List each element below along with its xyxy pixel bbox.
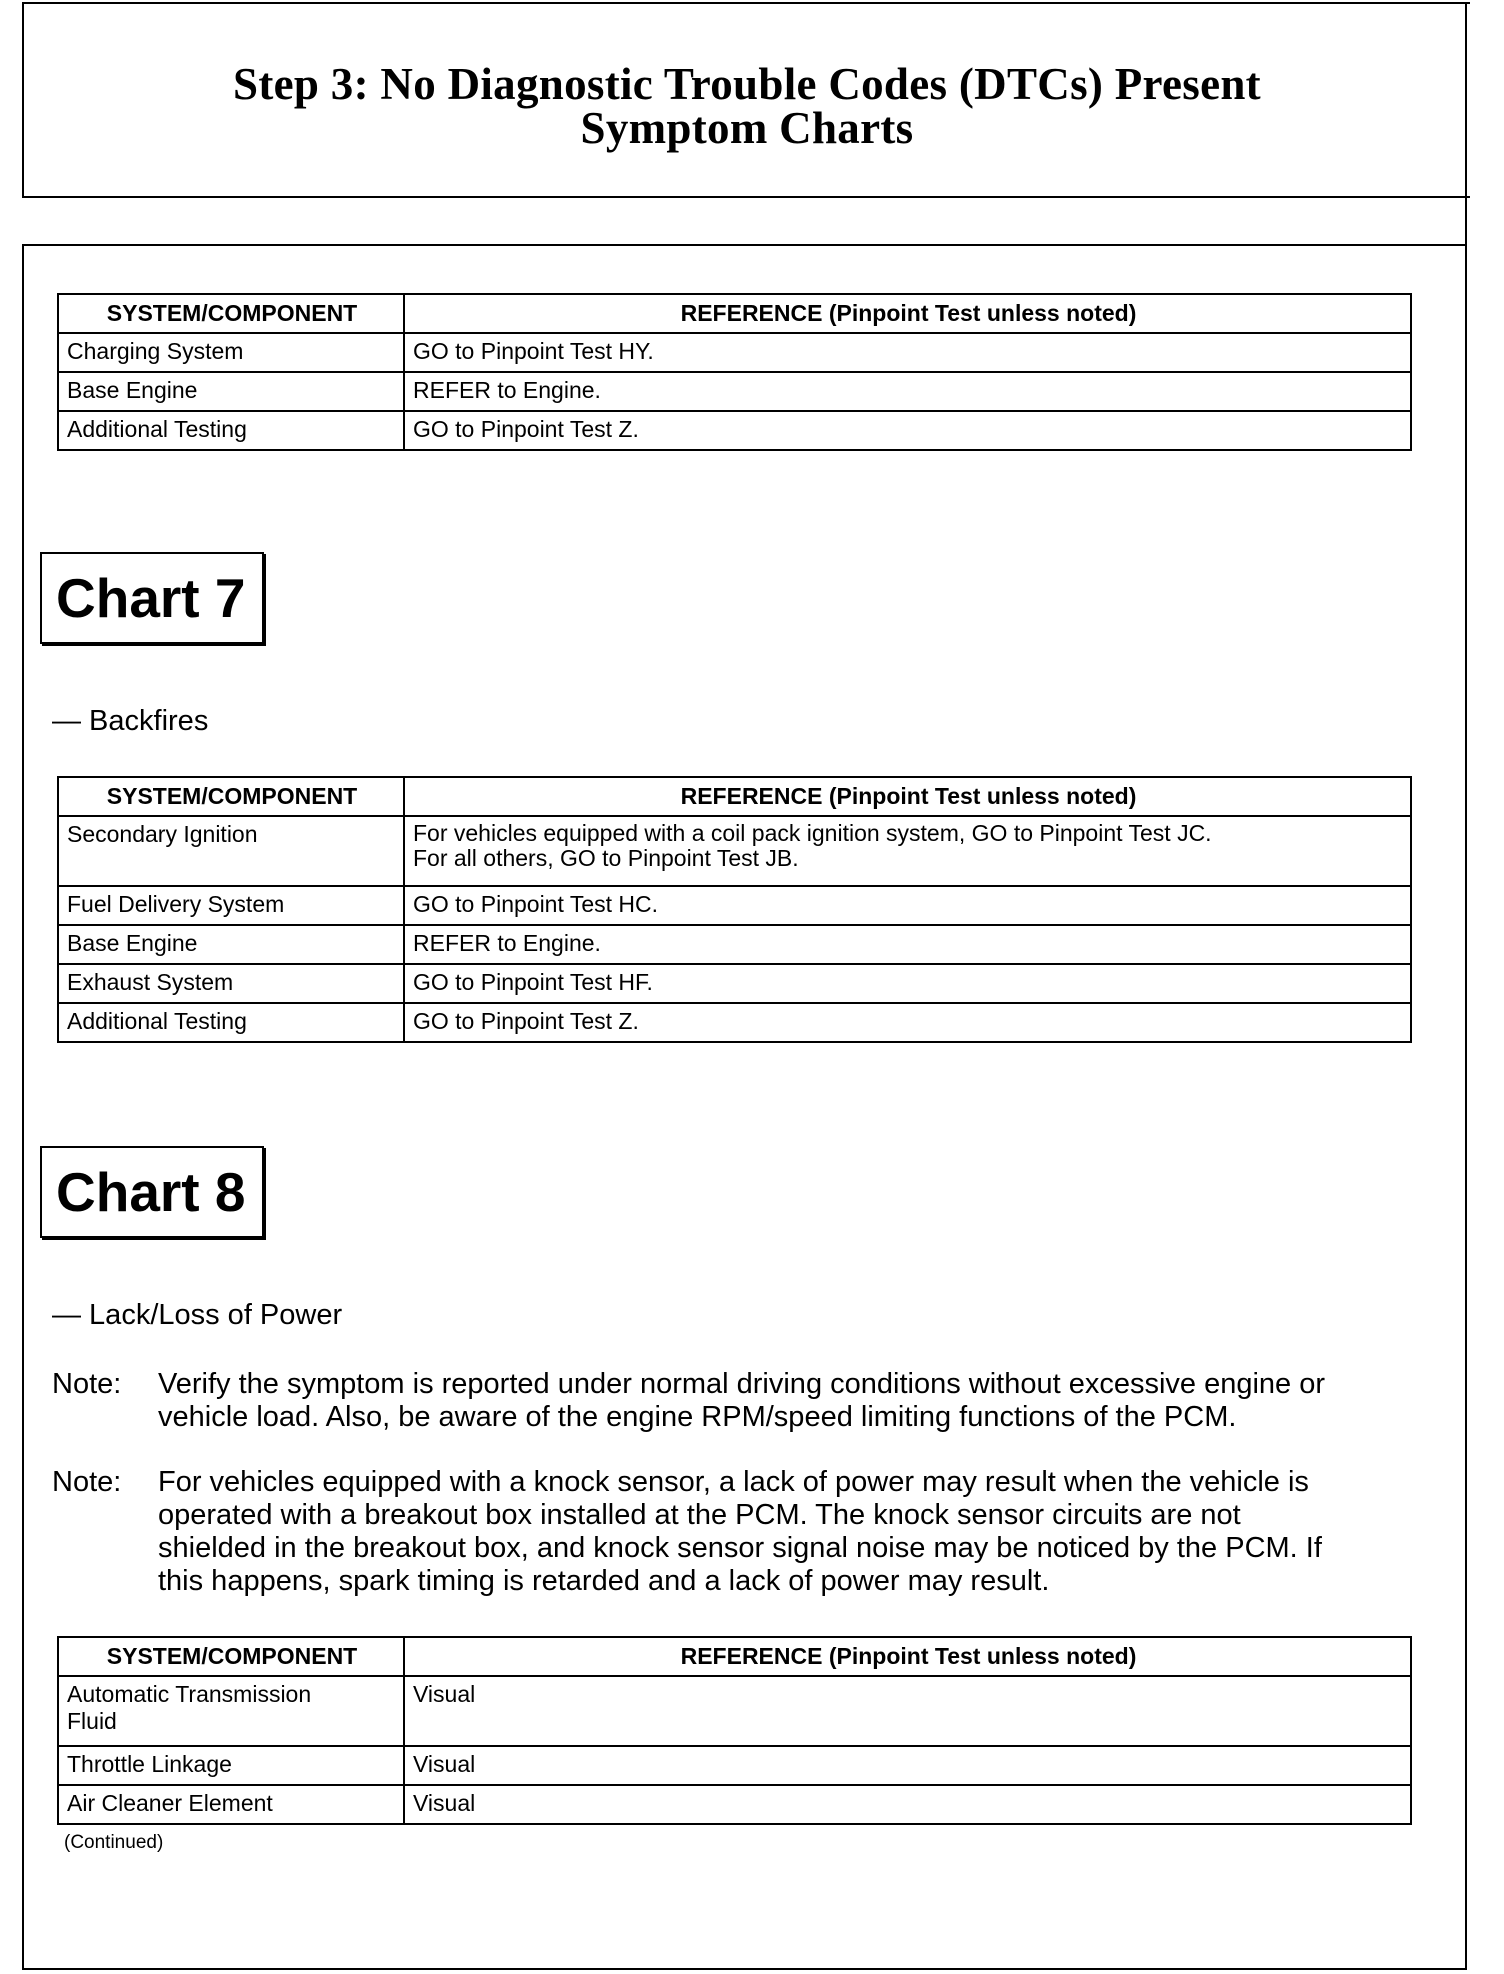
page-title [24,59,1470,153]
cell-system: Additional Testing [58,1003,404,1042]
header-box [22,2,1470,198]
table-row [58,816,1411,886]
cell-reference: Visual [404,1676,1411,1746]
chart-7-subtitle: — Backfires [52,705,209,737]
table-row [58,1785,1411,1824]
cell-system [58,1676,404,1746]
page-title-line2: Symptom Charts [580,103,914,153]
note-line: For vehicles equipped with a knock sensor, a lack of power may result when the vehicle is [158,1466,1309,1498]
table-row [58,964,1411,1003]
note-text [158,1466,1452,1598]
table-row [58,333,1411,372]
column-header-system: SYSTEM/COMPONENT [58,1637,404,1676]
cell-system: Exhaust System [58,964,404,1003]
cell-reference: GO to Pinpoint Test HF. [404,964,1411,1003]
symptom-table-chart-7 [57,776,1412,1043]
cell-system: Base Engine [58,925,404,964]
cell-reference: GO to Pinpoint Test HY. [404,333,1411,372]
note-label: Note: [52,1368,122,1400]
cell-reference: GO to Pinpoint Test Z. [404,411,1411,450]
symptom-table-chart-8 [57,1636,1412,1825]
chart-7-heading: Chart 7 [40,552,264,644]
symptom-table-top [57,293,1412,451]
table-header-row [58,777,1411,816]
cell-system: Air Cleaner Element [58,1785,404,1824]
table-row [58,925,1411,964]
note-1 [52,1368,1452,1434]
column-header-reference: REFERENCE (Pinpoint Test unless noted) [404,294,1411,333]
cell-reference-line: For vehicles equipped with a coil pack ignition system, GO to Pinpoint Test JC. [413,820,1212,846]
table-row [58,1676,1411,1746]
column-header-reference: REFERENCE (Pinpoint Test unless noted) [404,1637,1411,1676]
cell-system-line: Fluid [67,1708,117,1734]
note-2 [52,1466,1452,1598]
page-title-line1: Step 3: No Diagnostic Trouble Codes (DTCs) Present [233,59,1261,109]
note-line: Verify the symptom is reported under normal driving conditions without excessive engine or [158,1368,1326,1400]
cell-system-line: Automatic Transmission [67,1681,312,1707]
table-header-row [58,1637,1411,1676]
note-line: this happens, spark timing is retarded and a lack of power may result. [158,1565,1050,1597]
cell-reference: GO to Pinpoint Test Z. [404,1003,1411,1042]
cell-reference: GO to Pinpoint Test HC. [404,886,1411,925]
table-row [58,886,1411,925]
table-row [58,1746,1411,1785]
note-line: operated with a breakout box installed at the PCM. The knock sensor circuits are not [158,1499,1241,1531]
note-line: shielded in the breakout box, and knock sensor signal noise may be noticed by the PCM. If [158,1532,1322,1564]
cell-reference: REFER to Engine. [404,372,1411,411]
chart-8-subtitle: — Lack/Loss of Power [52,1299,343,1331]
cell-system: Throttle Linkage [58,1746,404,1785]
cell-reference: Visual [404,1785,1411,1824]
table-row [58,411,1411,450]
gap-rule [1448,196,1466,198]
table-row [58,1003,1411,1042]
cell-reference-line: For all others, GO to Pinpoint Test JB. [413,845,799,871]
table-row [58,372,1411,411]
table-header-row [58,294,1411,333]
column-header-system: SYSTEM/COMPONENT [58,294,404,333]
cell-system: Additional Testing [58,411,404,450]
cell-system: Base Engine [58,372,404,411]
note-label: Note: [52,1466,122,1498]
continued-label: (Continued) [64,1832,164,1853]
note-line: vehicle load. Also, be aware of the engine RPM/speed limiting functions of the PCM. [158,1401,1237,1433]
chart-8-heading: Chart 8 [40,1146,264,1238]
column-header-system: SYSTEM/COMPONENT [58,777,404,816]
cell-system: Fuel Delivery System [58,886,404,925]
cell-reference: Visual [404,1746,1411,1785]
cell-system: Secondary Ignition [58,816,404,886]
cell-system: Charging System [58,333,404,372]
column-header-reference: REFERENCE (Pinpoint Test unless noted) [404,777,1411,816]
cell-reference [404,816,1411,886]
note-text [158,1368,1452,1434]
cell-reference: REFER to Engine. [404,925,1411,964]
